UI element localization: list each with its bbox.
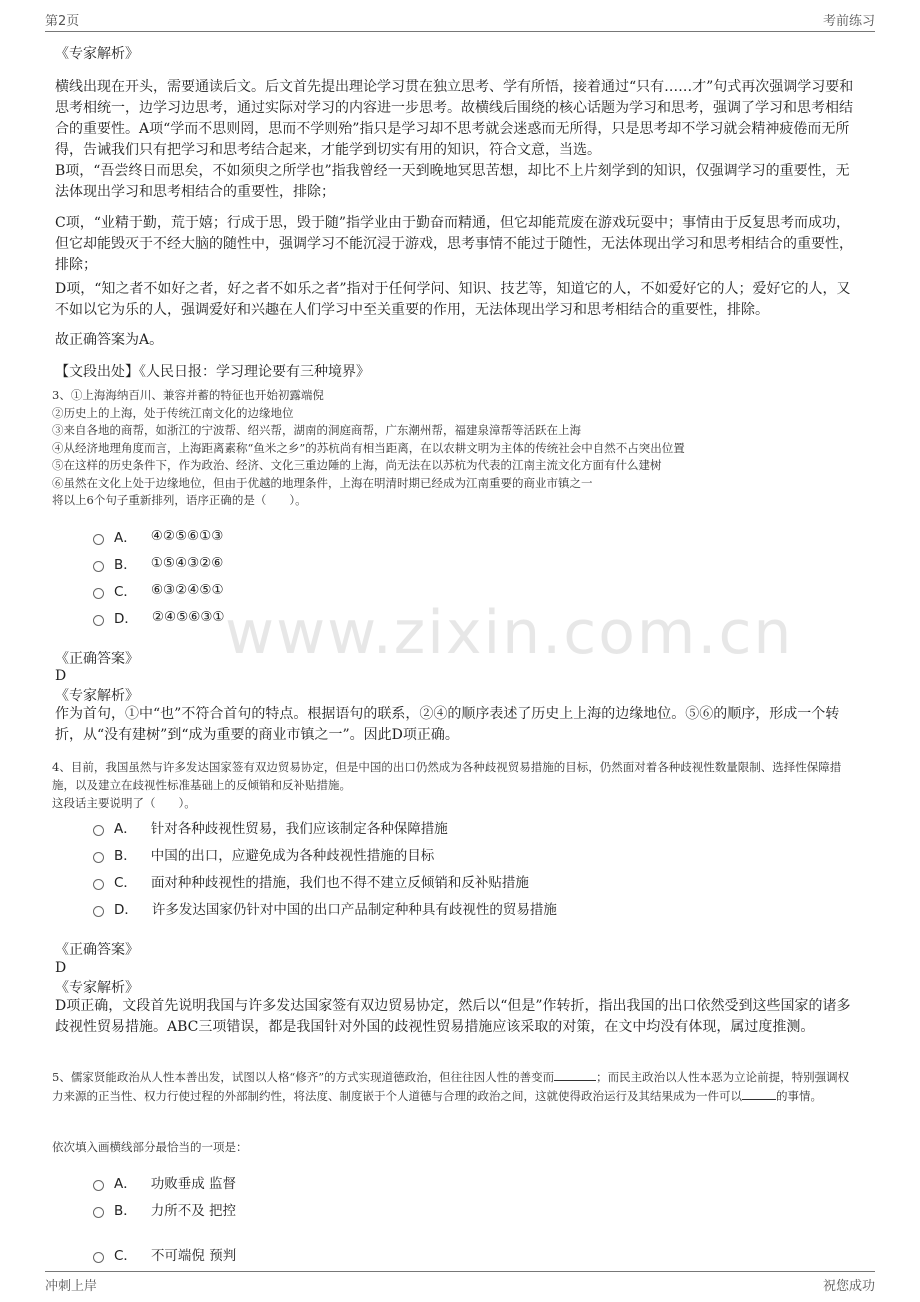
q3-analysis-title: 《专家解析》 <box>55 688 139 704</box>
radio-icon[interactable] <box>93 534 104 545</box>
radio-icon[interactable] <box>93 1180 104 1191</box>
q4-analysis-title: 《专家解析》 <box>55 980 139 996</box>
radio-icon[interactable] <box>93 1252 104 1263</box>
q5-option-a[interactable]: A． 功败垂成 监督 <box>93 1172 236 1192</box>
q4-answer-title: 《正确答案》 <box>55 942 139 958</box>
header-title: 考前练习 <box>822 14 875 29</box>
q3-option-c[interactable]: C． ⑥③②④⑤① <box>93 580 224 600</box>
q4-answer: D <box>55 960 67 976</box>
q2-analysis-title: 《专家解析》 <box>55 46 139 62</box>
q3-answer: D <box>55 668 67 684</box>
q3-analysis: 作为首句，①中“也”不符合首句的特点。根据语句的联系，②④的顺序表述了历史上上海的边缘地位。⑤⑥的顺序，形成一个转折，从“没有建树”到“成为重要的商业市镇之一”。因此D项正确。 <box>55 706 840 743</box>
q2-analysis-p4: D项，“知之者不如好之者，好之者不如乐之者”指对于任何学问、知识、技艺等，知道它的人，不如爱好它的人；爱好它的人，又不如以它为乐的人，强调爱好和兴趣在人们学习中至关重要的作用，无法体现出学习和思考相结合的重要性，排除。 <box>55 281 851 318</box>
header-rule <box>45 31 875 32</box>
radio-icon[interactable] <box>93 852 104 863</box>
q4-option-b[interactable]: B． 中国的出口，应避免成为各种歧视性措施的目标 <box>93 844 434 864</box>
q2-source: 【文段出处】《人民日报：学习理论要有三种境界》 <box>55 364 370 380</box>
q5-option-b[interactable]: B． 力所不及 把控 <box>93 1199 236 1219</box>
q4-question: 这段话主要说明了（ ）。 <box>52 796 196 810</box>
radio-icon[interactable] <box>93 588 104 599</box>
watermark: www.zixin.com.cn <box>225 598 794 668</box>
q3-option-b[interactable]: B． ①⑤④③②⑥ <box>93 553 223 573</box>
q4-analysis: D项正确，文段首先说明我国与许多发达国家签有双边贸易协定，然后以“但是”作转折，指出我国的出口依然受到这些国家的诸多歧视性贸易措施。ABC三项错误，都是我国针对外国的歧视性贸易措施应该采取的对策，在文中均没有体现，属过度推测。 <box>55 998 851 1035</box>
q3-line: ②历史上的上海，处于传统江南文化的边缘地位 <box>52 405 294 420</box>
footer-rule <box>45 1271 875 1272</box>
q3-question: 将以上6个句子重新排列，语序正确的是（ ）。 <box>52 493 307 507</box>
q5-blank-1 <box>554 1068 596 1081</box>
q5-stem: 5、儒家贤能政治从人性本善出发，试图以人格“修齐”的方式实现道德政治，但往往因人性的善变而 ；而民主政治以人性本恶为立论前提，特别强调权力来源的正当性、权力行使过程的外部制约性，将法度、制度嵌于个人道德与合理的政治之间，这就使得政治运行及其结果成为一件可以 的事情。 <box>52 1070 850 1103</box>
q5-blank-2 <box>742 1087 776 1100</box>
q2-analysis-p1: 横线出现在开头，需要通读后文。后文首先提出理论学习贯在独立思考、学有所悟，接着通过“只有……才”句式再次强调学习要和思考相统一，边学习边思考，通过实际对学习的内容进一步思考。故横线后围绕的核心话题为学习和思考，强调了学习和思考相结合的重要性。A项“学而不思则罔，思而不学则殆”指只是学习却不思考就会迷惑而无所得，只是思考却不学习就会精神疲倦而无所得，告诫我们只有把学习和思考结合起来，才能学到切实有用的知识，符合文意，当选。 <box>55 79 854 158</box>
q4-option-d[interactable]: D． 许多发达国家仍针对中国的出口产品制定种种具有歧视性的贸易措施 <box>93 898 557 918</box>
q5-option-c[interactable]: C． 不可端倪 预判 <box>93 1244 236 1264</box>
q5-question: 依次填入画横线部分最恰当的一项是： <box>52 1140 248 1154</box>
q2-conclusion: 故正确答案为A。 <box>55 332 164 348</box>
radio-icon[interactable] <box>93 879 104 890</box>
q4-stem: 4、目前，我国虽然与许多发达国家签有双边贸易协定，但是中国的出口仍然成为各种歧视贸易措施的目标，仍然面对着各种歧视性数量限制、选择性保障措施，以及建立在歧视性标准基础上的反倾销和反补贴措施。 <box>52 760 842 792</box>
q4-option-c[interactable]: C． 面对种种歧视性的措施，我们也不得不建立反倾销和反补贴措施 <box>93 871 529 891</box>
page-number: 第2页 <box>45 14 80 29</box>
q3-line: 3、①上海海纳百川、兼容并蓄的特征也开始初露端倪 <box>52 388 324 402</box>
footer-right: 祝您成功 <box>822 1279 875 1294</box>
q3-option-d[interactable]: D． ②④⑤⑥③① <box>93 607 225 627</box>
footer-left: 冲刺上岸 <box>45 1279 98 1294</box>
radio-icon[interactable] <box>93 561 104 572</box>
radio-icon[interactable] <box>93 825 104 836</box>
q3-line: ④从经济地理角度而言，上海距离素称“鱼米之乡”的苏杭尚有相当距离，在以农耕文明为主体的传统社会中自然不占突出位置 <box>52 440 685 455</box>
q3-answer-title: 《正确答案》 <box>55 651 139 667</box>
q2-analysis-p2: B项，“吾尝终日而思矣，不如须臾之所学也”指我曾经一天到晚地冥思苦想，却比不上片刻学到的知识，仅强调学习的重要性，无法体现出学习和思考相结合的重要性，排除； <box>55 163 850 200</box>
radio-icon[interactable] <box>93 906 104 917</box>
radio-icon[interactable] <box>93 615 104 626</box>
q3-line: ⑤在这样的历史条件下，作为政治、经济、文化三重边陲的上海，尚无法在以苏杭为代表的江南主流文化方面有什么建树 <box>52 458 662 472</box>
q3-line: ③来自各地的商帮，如浙江的宁波帮、绍兴帮，湖南的洞庭商帮，广东潮州帮，福建泉漳帮等活跃在上海 <box>52 423 581 437</box>
q2-analysis-p3: C项，“业精于勤，荒于嬉；行成于思，毁于随”指学业由于勤奋而精通，但它却能荒废在游戏玩耍中；事情由于反复思考而成功，但它却能毁灭于不经大脑的随性中，强调学习不能沉浸于游戏，思考事情不能过于随性，无法体现出学习和思考相结合的重要性，排除； <box>55 215 853 273</box>
q3-option-a[interactable]: A． ④②⑤⑥①③ <box>93 526 223 546</box>
radio-icon[interactable] <box>93 1207 104 1218</box>
q3-stem <box>52 387 852 510</box>
q3-line: ⑥虽然在文化上处于边缘地位，但由于优越的地理条件，上海在明清时期已经成为江南重要的商业市镇之一 <box>52 475 593 490</box>
q4-option-a[interactable]: A． 针对各种歧视性贸易，我们应该制定各种保障措施 <box>93 817 448 837</box>
